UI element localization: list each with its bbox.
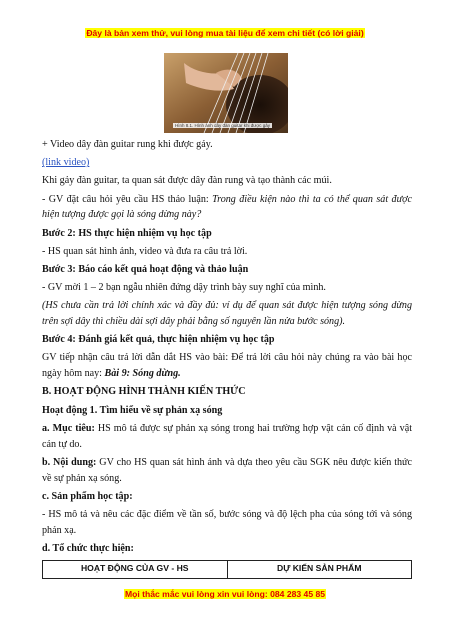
guitar-string-image bbox=[164, 53, 288, 133]
content-text: GV cho HS quan sát hình ảnh và dựa theo yêu cầu SGK nêu được kiến thức về sự phản xạ sóng. bbox=[42, 456, 413, 484]
step-3-note-text: (HS chưa cần trả lời chính xác và đầy đủ: ví dụ để quan sát được hiện tượng sóng dừng trên sợi dây thì chiều dài sợi dây phải bằng số nguyên lần nửa bước sóng). bbox=[42, 300, 412, 328]
step-2-text: - HS quan sát hình ảnh, video và đưa ra câu trả lời. bbox=[42, 245, 248, 257]
section-b-heading: B. HOẠT ĐỘNG HÌNH THÀNH KIẾN THỨC bbox=[42, 386, 246, 398]
table-header-row bbox=[43, 560, 412, 578]
contact-text: Mọi thắc mắc vui lòng xin vui lòng: 084 283 45 85 bbox=[124, 589, 326, 599]
step-4-text bbox=[42, 350, 412, 382]
content-label: b. Nội dung: bbox=[42, 456, 97, 468]
activity-table bbox=[42, 560, 412, 579]
objective-line bbox=[42, 421, 412, 453]
video-line: + Video dây đàn guitar rung khi được gảy. bbox=[42, 139, 213, 150]
product-heading: c. Sản phẩm học tập: bbox=[42, 490, 133, 502]
figure-caption bbox=[173, 123, 272, 128]
product-text: - HS mô tả và nêu các đặc điểm về tần số, bước sóng và độ lệch pha của sóng tới và sóng phản xạ. bbox=[42, 508, 412, 536]
table-header-activity: HOẠT ĐỘNG CỦA GV - HS bbox=[43, 560, 228, 578]
lesson-title: Bài 9: Sóng dừng. bbox=[104, 368, 181, 380]
organization-heading: d. Tổ chức thực hiện: bbox=[42, 542, 134, 554]
preview-notice-banner bbox=[0, 28, 450, 38]
step-4-intro: GV tiếp nhận câu trả lời dẫn dắt HS vào bài: Để trả lời câu hỏi này chúng ra vào bài học ngày hôm nay: bbox=[42, 352, 412, 380]
objective-label: a. Mục tiêu: bbox=[42, 422, 95, 434]
observation-line: Khi gảy đàn guitar, ta quan sát được dây đàn rung và tạo thành các múi. bbox=[42, 175, 332, 187]
guitar-photo-illustration bbox=[164, 53, 288, 133]
video-link[interactable]: (link video) bbox=[42, 157, 90, 169]
step-3-text: - GV mời 1 – 2 bạn ngẫu nhiên đứng dậy trình bày suy nghĩ của mình. bbox=[42, 282, 326, 294]
question-intro: - GV đặt câu hỏi yêu cầu HS thảo luận: bbox=[42, 193, 213, 205]
teacher-question bbox=[42, 192, 412, 224]
caption-text: Hình 8.1. Hình ảnh dây đàn guitar khi được gảy bbox=[175, 123, 271, 128]
contact-banner bbox=[0, 589, 450, 599]
objective-text: HS mô tả được sự phản xạ sóng trong hai trường hợp vật cản cố định và vật cản tự do. bbox=[42, 422, 413, 450]
step-3-note bbox=[42, 298, 412, 330]
step-3-heading: Bước 3: Báo cáo kết quả hoạt động và thảo luận bbox=[42, 263, 249, 275]
step-4-heading: Bước 4: Đánh giá kết quả, thực hiện nhiệm vụ học tập bbox=[42, 334, 275, 346]
content-line bbox=[42, 455, 412, 487]
table-header-expected: DỰ KIẾN SẢN PHẨM bbox=[227, 560, 412, 578]
preview-notice-text: Đây là bản xem thử, vui lòng mua tài liệu để xem chi tiết (có lời giải) bbox=[86, 28, 364, 38]
activity-1-heading: Hoạt động 1. Tìm hiểu về sự phản xạ sóng bbox=[42, 404, 223, 416]
lesson-content bbox=[42, 137, 412, 579]
step-2-heading: Bước 2: HS thực hiện nhiệm vụ học tập bbox=[42, 227, 212, 239]
question-text: Trong điều kiện nào thì ta có thể quan sát được hiện tượng được gọi là sóng dừng này? bbox=[42, 193, 412, 221]
